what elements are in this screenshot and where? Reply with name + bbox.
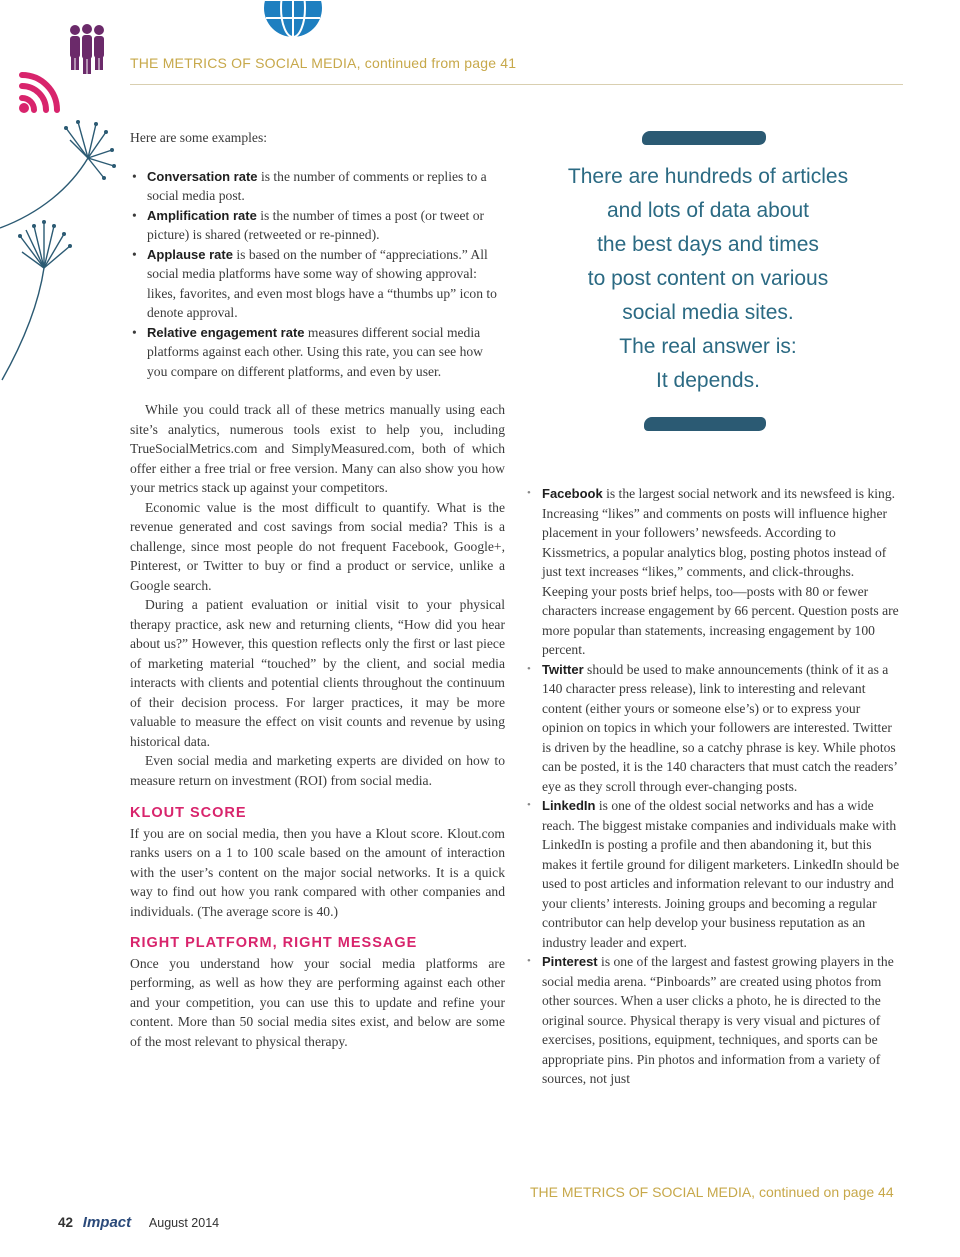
right-column xyxy=(525,484,903,1089)
magazine-logo: Impact xyxy=(82,1214,132,1231)
pullquote-line: and lots of data about xyxy=(607,199,809,222)
list-item: • Applause rate is based on the number of “appreciations.” All social media platforms have some way of showing approval: likes, favorites, and even most blogs have a “thumbs up” icon to denote approval. xyxy=(130,245,505,323)
issue-date: August 2014 xyxy=(148,1216,220,1230)
pullquote-line: social media sites. xyxy=(622,301,794,324)
rss-feed-icon xyxy=(14,72,64,116)
page-number: 42 xyxy=(58,1215,74,1230)
pullquote-line: It depends. xyxy=(656,369,760,392)
continued-from-text: , continued from page 41 xyxy=(356,55,517,71)
pullquote-brush-bottom xyxy=(644,417,766,431)
folio xyxy=(58,1214,219,1231)
continued-on-text: , continued on page 44 xyxy=(751,1184,894,1200)
right-platform-heading: RIGHT PLATFORM, RIGHT MESSAGE xyxy=(130,935,418,951)
continued-from-label xyxy=(130,55,516,71)
list-item: • Conversation rate is the number of comments or replies to a social media post. xyxy=(130,167,505,206)
body-paragraph: While you could track all of these metrics manually using each site’s analytics, numerous tools exist to help you, including TrueSocialMetrics.com and SimplyMeasured.com, both of which offer either a free trial or free version. Many can also show you how your metrics stack up against your competitors. xyxy=(130,402,505,495)
running-head-footer: THE METRICS OF SOCIAL MEDIA xyxy=(530,1184,752,1200)
left-column xyxy=(130,128,505,1051)
pullquote-line: to post content on various xyxy=(587,267,829,290)
list-item: • Amplification rate is the number of times a post (or tweet or picture) is shared (retweeted or re-pinned). xyxy=(130,206,505,245)
pullquote-brush-top xyxy=(642,131,766,145)
list-item: • Pinterest is one of the largest and fastest growing players in the social media arena. “Pinboards” are created using photos from other sources. When a user clicks a photo, he is directed to the original source. Physical therapy is very visual and pictures of exercises, positions, equipment, techniques, and sports can be appropriate pins. Pin photos and information from a variety of sources, not just xyxy=(525,952,903,1089)
pullquote-line: the best days and times xyxy=(597,233,819,256)
globe-icon xyxy=(262,0,324,44)
running-head: THE METRICS OF SOCIAL MEDIA xyxy=(130,55,357,71)
body-paragraph: During a patient evaluation or initial visit to your physical therapy practice, ask new and returning clients, “How did you hear about us?” However, this question reflects only the first or last piece of marketing material “touched” by the client, and social media interacts with clients and potential clients throughout the continuum of their decision process. For larger practices, it may be more valuable to measure the effect on visit counts and revenue by using historical data. xyxy=(130,597,505,749)
list-item: • Twitter should be used to make announcements (think of it as a 140 character press release), link to interesting and relevant content (either yours or someone else’s) or to express your opinion on topics in which your followers are interested. Twitter is driven by the headline, so a catchy phrase is key. While photos can be posted, it is the 140 characters that must catch the readers’ eye as they scroll through ever-changing posts. xyxy=(525,660,903,797)
body-paragraph: Economic value is the most difficult to quantify. What is the revenue generated and cost savings from social media? This is a challenge, since most people do not frequent Facebook, Google+, Pinterest, or Twitter to buy or find a product or service, unlike a Google search. xyxy=(130,499,505,593)
platforms-list xyxy=(525,484,903,1089)
pullquote-line: The real answer is: xyxy=(619,335,797,358)
list-item: • Relative engagement rate measures different social media platforms against each other. Using this rate, you can see how you compare on different platforms, and even by user. xyxy=(130,323,505,382)
klout-score-heading: KLOUT SCORE xyxy=(130,805,247,821)
klout-score-text: If you are on social media, then you have a Klout score. Klout.com ranks users on a 1 to 100 scale based on the amount of interaction with the user’s content on the major social networks. It is a quick way to find out how you rank compared with other companies and individuals. (The average score is 40.) xyxy=(130,825,505,919)
metrics-list xyxy=(130,167,505,382)
right-platform-text: Once you understand how your social media platforms are performing, as well as how they are performing against each other and your competition, you can use this to update and refine your content. More than 50 social media sites exist, and below are some of the most relevant to physical therapy. xyxy=(130,955,505,1049)
list-item: • LinkedIn is one of the oldest social networks and has a wide reach. The biggest mistake companies and individuals make with LinkedIn is posting a profile and then abandoning it, but this makes it fertile ground for diligent marketers. LinkedIn should be used to post articles and information relevant to our industry and your clients’ interests. Joining groups and becoming a regular contributor can help develop your business reputation as an industry leader and expert. xyxy=(525,796,903,952)
intro-text: Here are some examples: xyxy=(130,130,268,145)
body-paragraph: Even social media and marketing experts are divided on how to measure return on investment (ROI) from social media. xyxy=(130,753,505,788)
pullquote xyxy=(558,160,858,398)
pullquote-line: There are hundreds of articles xyxy=(567,165,849,188)
people-icon xyxy=(66,24,108,76)
list-item: • Facebook is the largest social network and its newsfeed is king. Increasing “likes” and comments on posts will influence higher placement in your followers’ newsfeeds. According to Kissmetrics, a popular analytics blog, posting photos instead of just text increases “likes,” comments, and click-throughs. Keeping your posts brief helps, too—posts with 80 or fewer characters increase engagement by 66 percent. Question posts are more popular than statements, increasing engagement by 100 percent. xyxy=(525,484,903,660)
header-divider xyxy=(130,84,903,85)
dandelion-illustration xyxy=(0,118,130,383)
continued-on-label xyxy=(530,1184,894,1200)
